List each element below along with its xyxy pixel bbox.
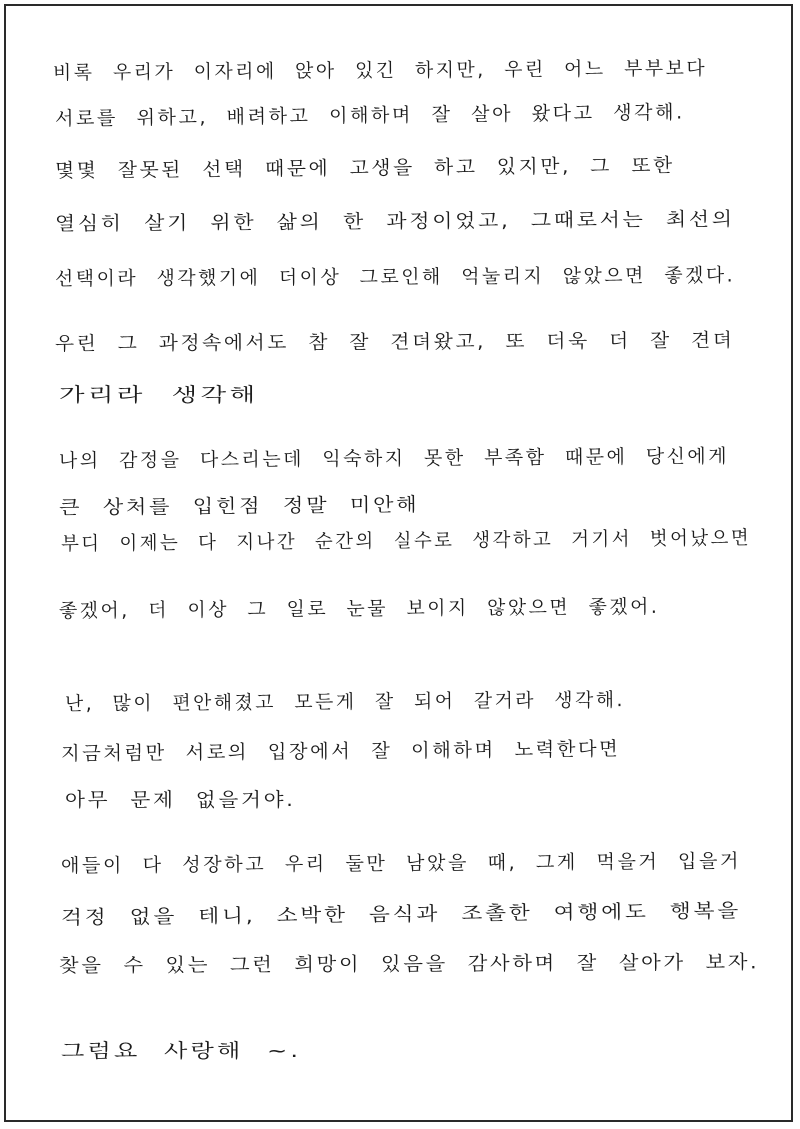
letter-line: 애들이 다 성장하고 우리 둘만 남았을 때, 그게 먹을거 입을거: [60, 850, 742, 877]
letter-line: 좋겠어, 더 이상 그 일로 눈물 보이지 않았으면 좋겠어.: [58, 595, 660, 622]
letter-line: 우린 그 과정속에서도 참 잘 견뎌왔고, 또 더욱 더 잘 견뎌: [54, 329, 735, 355]
letter-line: 지금처럼만 서로의 입장에서 잘 이해하며 노력한다면: [60, 738, 621, 765]
letter-line: 비록 우리가 이자리에 앉아 있긴 하지만, 우린 어느 부부보다: [52, 57, 708, 84]
letter-line: 걱정 없을 테니, 소박한 음식과 조촐한 여행에도 행복을: [60, 899, 742, 929]
letter-line: 몇몇 잘못된 선택 때문에 고생을 하고 있지만, 그 또한: [54, 154, 675, 182]
letter-line: 찾을 수 있는 그런 희망이 있음을 감사하며 잘 살아가 보자.: [58, 951, 760, 977]
letter-line: 가리라 생각해: [59, 384, 259, 406]
letter-line: 아무 문제 없을거야.: [65, 789, 296, 811]
letter-line: 큰 상처를 입힌점 정말 미안해: [58, 493, 420, 519]
letter-closing: 그럼요 사랑해 ~.: [61, 1040, 302, 1062]
letter-line: 서로를 위하고, 배려하고 이해하며 잘 살아 왔다고 생각해.: [54, 101, 685, 130]
letter-line: 열심히 살기 위한 삶의 한 과정이었고, 그때로서는 최선의: [54, 208, 735, 235]
letter-line: 난, 많이 편안해졌고 모든게 잘 되어 갈거라 생각해.: [64, 689, 626, 715]
letter-line: 선택이라 생각했기에 더이상 그로인해 억눌리지 않았으면 좋겠다.: [54, 264, 736, 290]
letter-page: [4, 4, 793, 1122]
letter-line: 부디 이제는 다 지나간 순간의 실수로 생각하고 거기서 벗어났으면: [60, 526, 752, 555]
letter-line: 나의 감정을 다스리는데 익숙하지 못한 부족함 때문에 당신에게: [58, 445, 730, 472]
